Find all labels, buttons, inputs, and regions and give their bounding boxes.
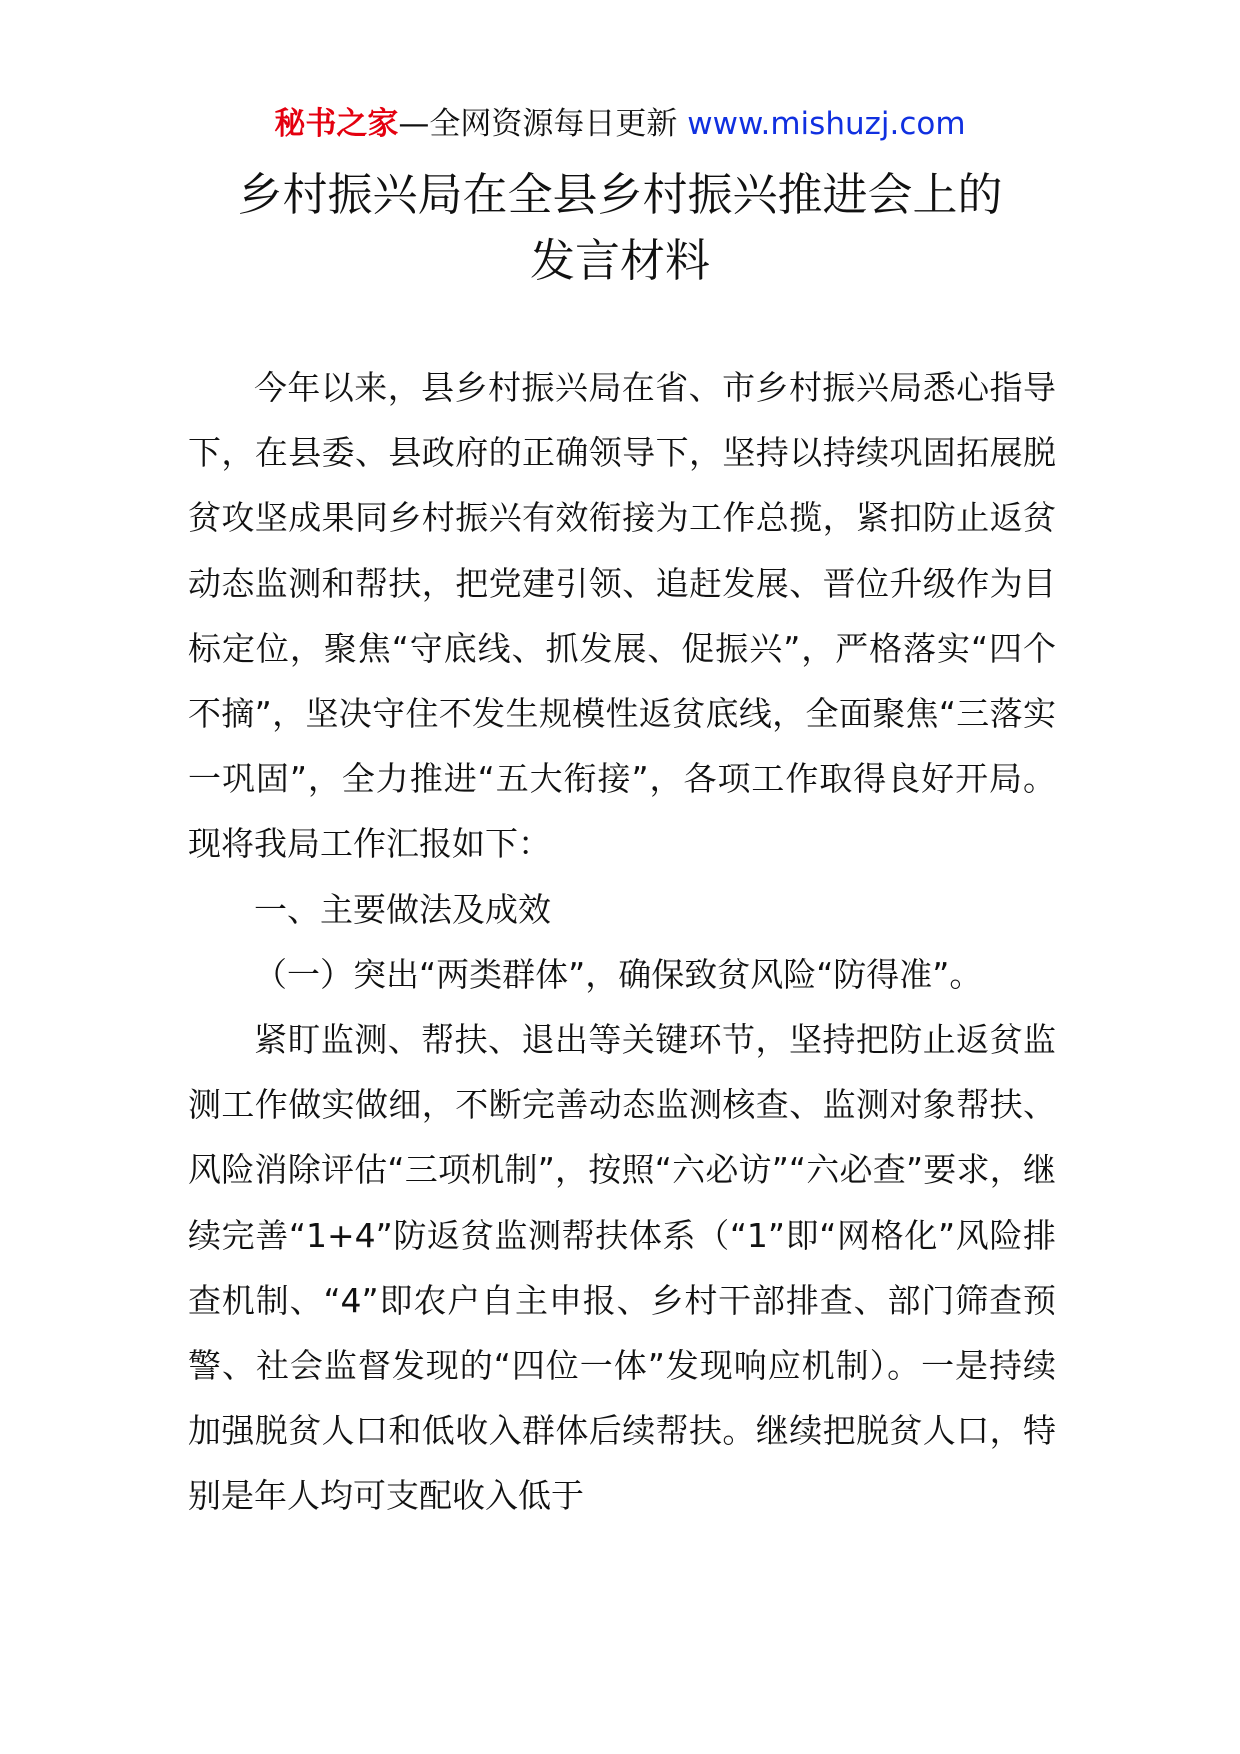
- document-title: [0, 162, 1240, 294]
- brand-name: 秘书之家: [274, 106, 399, 142]
- title-line-2: 发言材料: [529, 234, 710, 287]
- section-heading: 一、主要做法及成效: [254, 889, 551, 929]
- intro-paragraph: 今年以来，县乡村振兴局在省、市乡村振兴局悉心指导下，在县委、县政府的正确领导下，坚持以持续巩固拓展脱贫攻坚成果同乡村振兴有效衔接为工作总揽，紧扣防止返贫动态监测和帮扶，把党建引领、追赶发展、晋位升级作为目标定位，聚焦“守底线、抓发展、促振兴”，严格落实“四个不摘”，坚决守住不发生规模性返贫底线，全面聚焦“三落实一巩固”，全力推进“五大衔接”，各项工作取得良好开局。现将我局工作汇报如下：: [188, 368, 1056, 864]
- document-body: [188, 355, 1056, 1529]
- body-paragraph: 紧盯监测、帮扶、退出等关键环节，坚持把防止返贫监测工作做实做细，不断完善动态监测核查、监测对象帮扶、风险消除评估“三项机制”，按照“六必访”“六必查”要求，继续完善“1+4”防返贫监测帮扶体系（“1”即“网格化”风险排查机制、“4”即农户自主申报、乡村干部排查、部门筛查预警、社会监督发现的“四位一体”发现响应机制）。一是持续加强脱贫人口和低收入群体后续帮扶。继续把脱贫人口，特别是年人均可支配收入低于: [188, 1020, 1056, 1516]
- header-slogan: —全网资源每日更新: [398, 106, 688, 142]
- subsection-heading: （一）突出“两类群体”，确保致贫风险“防得准”。: [254, 954, 983, 994]
- title-line-1: 乡村振兴局在全县乡村振兴推进会上的: [237, 168, 1003, 221]
- watermark-header: [0, 103, 1240, 145]
- header-url: www.mishuzj.com: [687, 106, 966, 142]
